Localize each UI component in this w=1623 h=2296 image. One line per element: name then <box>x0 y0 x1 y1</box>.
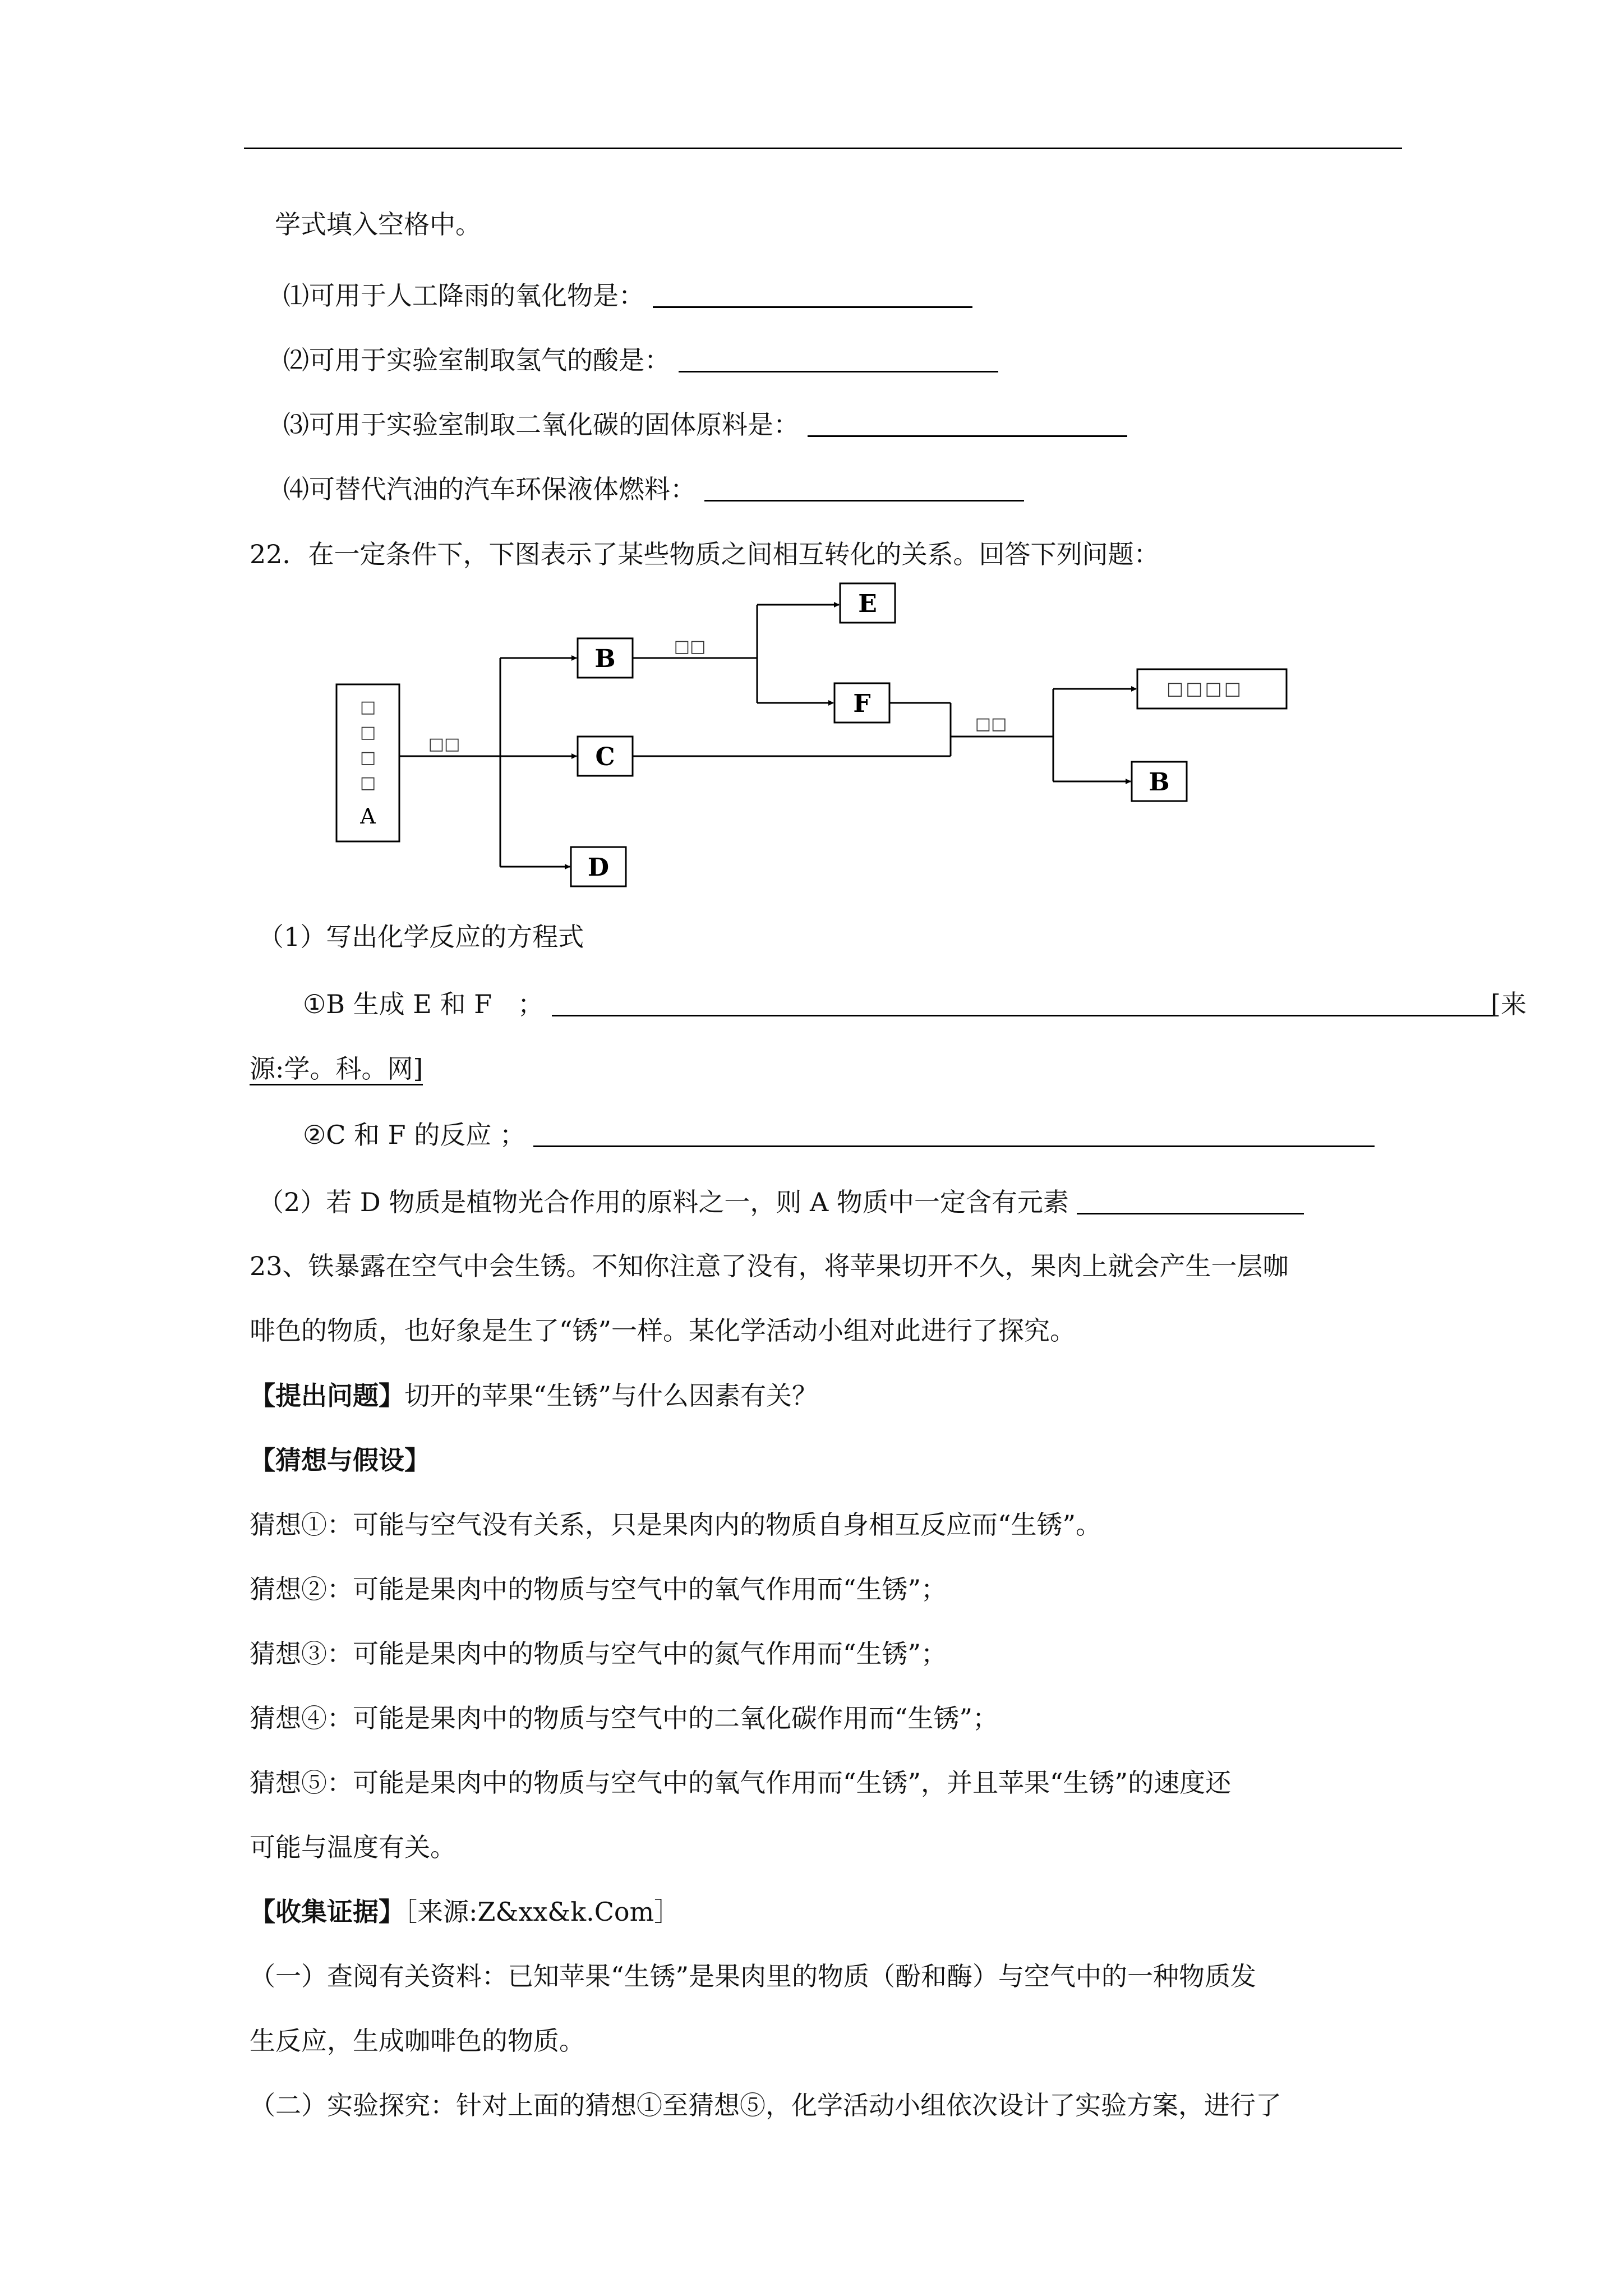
hypothesis-4: 猜想④：可能是果肉中的物质与空气中的二氧化碳作用而“生锈”； <box>250 1703 999 1733</box>
q21-item-1-blank[interactable] <box>653 282 972 308</box>
cond-mid: □□ <box>674 637 706 656</box>
q21-item-4-label: ⑷可替代汽油的汽车环保液体燃料： <box>283 474 696 504</box>
q21-item-3-blank[interactable] <box>808 411 1127 437</box>
q22-stem: 22．在一定条件下，下图表示了某些物质之间相互转化的关系。回答下列问题： <box>250 539 1160 569</box>
q22-sub1-b-blank[interactable] <box>533 1121 1375 1147</box>
cond-right: □□ <box>975 714 1007 734</box>
label-b2: B <box>1149 768 1170 797</box>
q21-item-3-label: ⑶可用于实验室制取二氧化碳的固体原料是： <box>283 409 799 440</box>
q21-item-2-blank[interactable] <box>679 346 998 372</box>
label-e: E <box>858 590 877 618</box>
q22-sub1-b <box>303 1118 1375 1152</box>
evidence-2: （二）实验探究：针对上面的猜想①至猜想⑤，化学活动小组依次设计了实验方案，进行了 <box>250 2090 1281 2120</box>
q22-sub2-blank[interactable] <box>1077 1188 1304 1214</box>
q21-item-1-label: ⑴可用于人工降雨的氧化物是： <box>283 280 644 311</box>
q21-item-4-blank[interactable] <box>704 475 1024 501</box>
evidence-heading: 【收集证据】 <box>250 1897 404 1927</box>
source-tag-b-text: 源:学。科。网] <box>250 1053 423 1085</box>
box-a-letter: A <box>360 804 376 829</box>
q21-item-3 <box>283 408 1127 441</box>
label-product: □□□□ <box>1166 678 1243 699</box>
hypothesis-heading: 【猜想与假设】 <box>250 1445 430 1475</box>
q22-sub1-b-label: ②C 和 F 的反应 ； <box>303 1120 525 1150</box>
q22-sub1-a-label: ①B 生成 E 和 F ； <box>303 989 544 1019</box>
hypothesis-1: 猜想①：可能与空气没有关系，只是果肉内的物质自身相互反应而“生锈”。 <box>250 1510 1102 1540</box>
q22-sub1-a <box>303 987 1494 1021</box>
q22-sub2 <box>258 1185 1304 1219</box>
box-a-line-1: □ <box>359 697 376 717</box>
header-rule <box>244 148 1402 149</box>
source-tag-b <box>250 1052 423 1085</box>
q22-sub2-label: （2）若 D 物质是植物光合作用的原料之一，则 A 物质中一定含有元素 <box>258 1187 1069 1217</box>
hypothesis-5a: 猜想⑤：可能是果肉中的物质与空气中的氧气作用而“生锈”，并且苹果“生锈”的速度还 <box>250 1768 1232 1798</box>
evidence-source: ［来源:Z&xx&k.Com］ <box>404 1897 680 1927</box>
label-c: C <box>595 743 615 771</box>
q21-item-4 <box>283 472 1024 506</box>
box-a-line-2: □ <box>359 723 376 742</box>
label-d: D <box>587 853 610 882</box>
q21-item-2 <box>283 343 998 377</box>
source-tag-a: [来 <box>1491 989 1527 1019</box>
hypothesis-5b: 可能与温度有关。 <box>250 1832 456 1862</box>
intro-tail: 学式填入空格中。 <box>275 209 481 240</box>
evidence-1a: （一）查阅有关资料：已知苹果“生锈”是果肉里的物质（酚和酶）与空气中的一种物质发 <box>250 1961 1257 1991</box>
label-f: F <box>853 689 871 718</box>
cond-left: □□ <box>428 734 460 754</box>
q22-sub1-a-blank[interactable] <box>552 990 1494 1016</box>
hypothesis-2: 猜想②：可能是果肉中的物质与空气中的氧气作用而“生锈”； <box>250 1574 947 1604</box>
problem-text: 切开的苹果“生锈”与什么因素有关？ <box>404 1381 818 1411</box>
problem-heading: 【提出问题】 <box>250 1381 404 1411</box>
box-a-line-3: □ <box>359 748 376 767</box>
hypothesis-3: 猜想③：可能是果肉中的物质与空气中的氮气作用而“生锈”； <box>250 1639 947 1669</box>
box-a-line-4: □ <box>359 773 376 793</box>
q22-diagram <box>314 572 1312 898</box>
evidence-1b: 生反应，生成咖啡色的物质。 <box>250 2026 585 2056</box>
q21-item-1 <box>283 279 972 312</box>
evidence-line <box>250 1895 680 1929</box>
label-b: B <box>594 645 616 673</box>
q23-problem <box>250 1379 818 1412</box>
q22-sub1: （1）写出化学反应的方程式 <box>258 922 584 952</box>
q23-line-1: 23、铁暴露在空气中会生锈。不知你注意了没有，将苹果切开不久，果肉上就会产生一层咖 <box>250 1251 1289 1281</box>
q21-item-2-label: ⑵可用于实验室制取氢气的酸是： <box>283 345 670 375</box>
q23-line-2: 啡色的物质，也好象是生了“锈”一样。某化学活动小组对此进行了探究。 <box>250 1315 1076 1346</box>
